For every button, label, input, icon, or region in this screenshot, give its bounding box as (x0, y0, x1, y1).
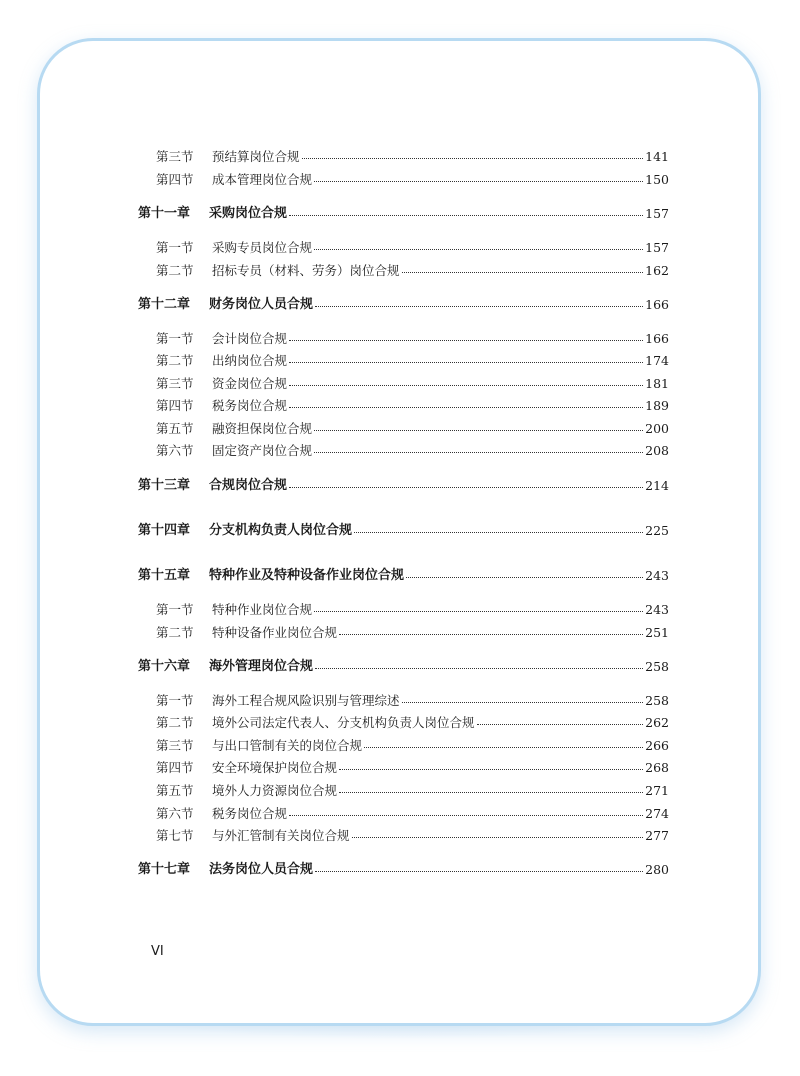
toc-entry[interactable] (156, 420, 669, 438)
toc-entry-number: 第二节 (156, 715, 194, 730)
dot-leader (314, 181, 643, 182)
toc-entry[interactable] (156, 375, 669, 393)
toc-entry-title: 特种作业岗位合规 (212, 602, 313, 617)
toc-chapter-number: 第十六章 (138, 659, 191, 674)
toc-chapter-title: 采购岗位合规 (209, 206, 288, 221)
toc-chapter-title: 法务岗位人员合规 (209, 862, 314, 877)
toc-entry-title: 海外工程合规风险识别与管理综述 (212, 693, 400, 708)
toc-entry-number: 第四节 (156, 398, 194, 413)
toc-entry-page: 268 (645, 760, 669, 775)
toc-entry-title: 税务岗位合规 (212, 398, 288, 413)
toc-entry-page: 174 (645, 353, 669, 368)
toc-chapter-entry[interactable] (138, 658, 669, 676)
toc-entry-title: 采购专员岗位合规 (212, 240, 313, 255)
toc-entry[interactable] (156, 330, 669, 348)
toc-entry-title: 与外汇管制有关岗位合规 (212, 828, 350, 843)
toc-entry-page: 271 (645, 783, 669, 798)
toc-chapter-entry[interactable] (138, 567, 669, 585)
toc-entry-number: 第一节 (156, 331, 194, 346)
toc-chapter-entry[interactable] (138, 296, 669, 314)
toc-entry-number: 第二节 (156, 353, 194, 368)
toc-entry[interactable] (156, 397, 669, 415)
dot-leader (314, 611, 643, 612)
dot-leader (339, 792, 643, 793)
toc-entry-number: 第二节 (156, 625, 194, 640)
toc-entry-page: 189 (645, 398, 669, 413)
toc-entry-title: 会计岗位合规 (212, 331, 288, 346)
toc-entry-page: 214 (645, 478, 669, 493)
toc-entry-page: 266 (645, 738, 669, 753)
dot-leader (352, 837, 644, 838)
dot-leader (339, 769, 643, 770)
toc-entry-title: 出纳岗位合规 (212, 353, 288, 368)
toc-entry-title: 境外人力资源岗位合规 (212, 783, 338, 798)
toc-entry-page: 277 (645, 828, 669, 843)
toc-entry[interactable] (156, 692, 669, 710)
toc-entry-number: 第七节 (156, 828, 194, 843)
toc-entry-page: 141 (645, 149, 669, 164)
toc-chapter-number: 第十五章 (138, 568, 191, 583)
toc-chapter-entry[interactable] (138, 205, 669, 223)
toc-entry-number: 第六节 (156, 443, 194, 458)
toc-entry[interactable] (156, 601, 669, 619)
dot-leader (289, 815, 643, 816)
dot-leader (315, 306, 643, 307)
dot-leader (406, 577, 643, 578)
toc-entry-title: 与出口管制有关的岗位合规 (212, 738, 363, 753)
dot-leader (289, 385, 643, 386)
toc-entry-title: 境外公司法定代表人、分支机构负责人岗位合规 (212, 715, 475, 730)
toc-chapter-number: 第十三章 (138, 478, 191, 493)
toc-entry[interactable] (156, 759, 669, 777)
toc-entry[interactable] (156, 262, 669, 280)
toc-entry-title: 安全环境保护岗位合规 (212, 760, 338, 775)
dot-leader (364, 747, 643, 748)
toc-entry-page: 258 (645, 659, 669, 674)
toc-entry-page: 150 (645, 172, 669, 187)
toc-chapter-number: 第十七章 (138, 862, 191, 877)
toc-entry-page: 243 (645, 602, 669, 617)
toc-entry-number: 第一节 (156, 602, 194, 617)
dot-leader (339, 634, 643, 635)
toc-chapter-title: 海外管理岗位合规 (209, 659, 314, 674)
toc-entry[interactable] (156, 171, 669, 189)
toc-chapter-number: 第十二章 (138, 297, 191, 312)
toc-entry-title: 资金岗位合规 (212, 376, 288, 391)
dot-leader (314, 249, 643, 250)
toc-entry-page: 157 (645, 206, 669, 221)
toc-entry-page: 258 (645, 693, 669, 708)
toc-entry[interactable] (156, 782, 669, 800)
toc-entry[interactable] (156, 624, 669, 642)
toc-entry-title: 招标专员（材料、劳务）岗位合规 (212, 263, 400, 278)
dot-leader (289, 362, 643, 363)
dot-leader (354, 532, 643, 533)
dot-leader (315, 668, 643, 669)
toc-chapter-number: 第十一章 (138, 206, 191, 221)
toc-entry-number: 第四节 (156, 172, 194, 187)
toc-entry[interactable] (156, 442, 669, 460)
toc-chapter-title: 合规岗位合规 (209, 478, 288, 493)
dot-leader (314, 452, 643, 453)
toc-entry-number: 第六节 (156, 806, 194, 821)
toc-entry-number: 第二节 (156, 263, 194, 278)
toc-chapter-entry[interactable] (138, 477, 669, 495)
toc-entry-number: 第五节 (156, 421, 194, 436)
toc-entry[interactable] (156, 737, 669, 755)
toc-entry-title: 融资担保岗位合规 (212, 421, 313, 436)
toc-entry-page: 157 (645, 240, 669, 255)
dot-leader (315, 871, 643, 872)
toc-entry[interactable] (156, 805, 669, 823)
dot-leader (289, 215, 643, 216)
toc-entry-page: 274 (645, 806, 669, 821)
toc-entry-page: 225 (645, 523, 669, 538)
dot-leader (477, 724, 644, 725)
toc-entry-number: 第三节 (156, 149, 194, 164)
toc-entry-page: 251 (645, 625, 669, 640)
toc-entry-title: 固定资产岗位合规 (212, 443, 313, 458)
toc-entry-page: 181 (645, 376, 669, 391)
dot-leader (289, 340, 643, 341)
toc-chapter-number: 第十四章 (138, 523, 191, 538)
toc-entry-title: 特种设备作业岗位合规 (212, 625, 338, 640)
toc-chapter-entry[interactable] (138, 861, 669, 879)
toc-entry-number: 第一节 (156, 240, 194, 255)
dot-leader (302, 158, 644, 159)
toc-entry[interactable] (156, 239, 669, 257)
toc-entry-page: 280 (645, 862, 669, 877)
toc-chapter-title: 特种作业及特种设备作业岗位合规 (209, 568, 405, 583)
toc-entry-number: 第四节 (156, 760, 194, 775)
toc-entry-page: 162 (645, 263, 669, 278)
toc-entry[interactable] (156, 148, 669, 166)
toc-entry-number: 第五节 (156, 783, 194, 798)
dot-leader (289, 487, 643, 488)
toc-chapter-title: 分支机构负责人岗位合规 (209, 523, 353, 538)
page-number: VI (151, 944, 164, 959)
toc-entry[interactable] (156, 352, 669, 370)
toc-chapter-entry[interactable] (138, 522, 669, 540)
toc-entry-title: 成本管理岗位合规 (212, 172, 313, 187)
toc-entry-number: 第三节 (156, 376, 194, 391)
toc-entry-page: 166 (645, 297, 669, 312)
toc-entry-page: 208 (645, 443, 669, 458)
toc-entry[interactable] (156, 714, 669, 732)
toc-entry-number: 第三节 (156, 738, 194, 753)
dot-leader (314, 430, 643, 431)
dot-leader (402, 272, 644, 273)
dot-leader (289, 407, 643, 408)
toc-chapter-title: 财务岗位人员合规 (209, 297, 314, 312)
toc-entry-page: 200 (645, 421, 669, 436)
dot-leader (402, 702, 644, 703)
toc-entry-title: 预结算岗位合规 (212, 149, 300, 164)
toc-entry-number: 第一节 (156, 693, 194, 708)
toc-entry-title: 税务岗位合规 (212, 806, 288, 821)
toc-entry-page: 243 (645, 568, 669, 583)
toc-entry[interactable] (156, 827, 669, 845)
toc-entry-page: 166 (645, 331, 669, 346)
toc-entry-page: 262 (645, 715, 669, 730)
